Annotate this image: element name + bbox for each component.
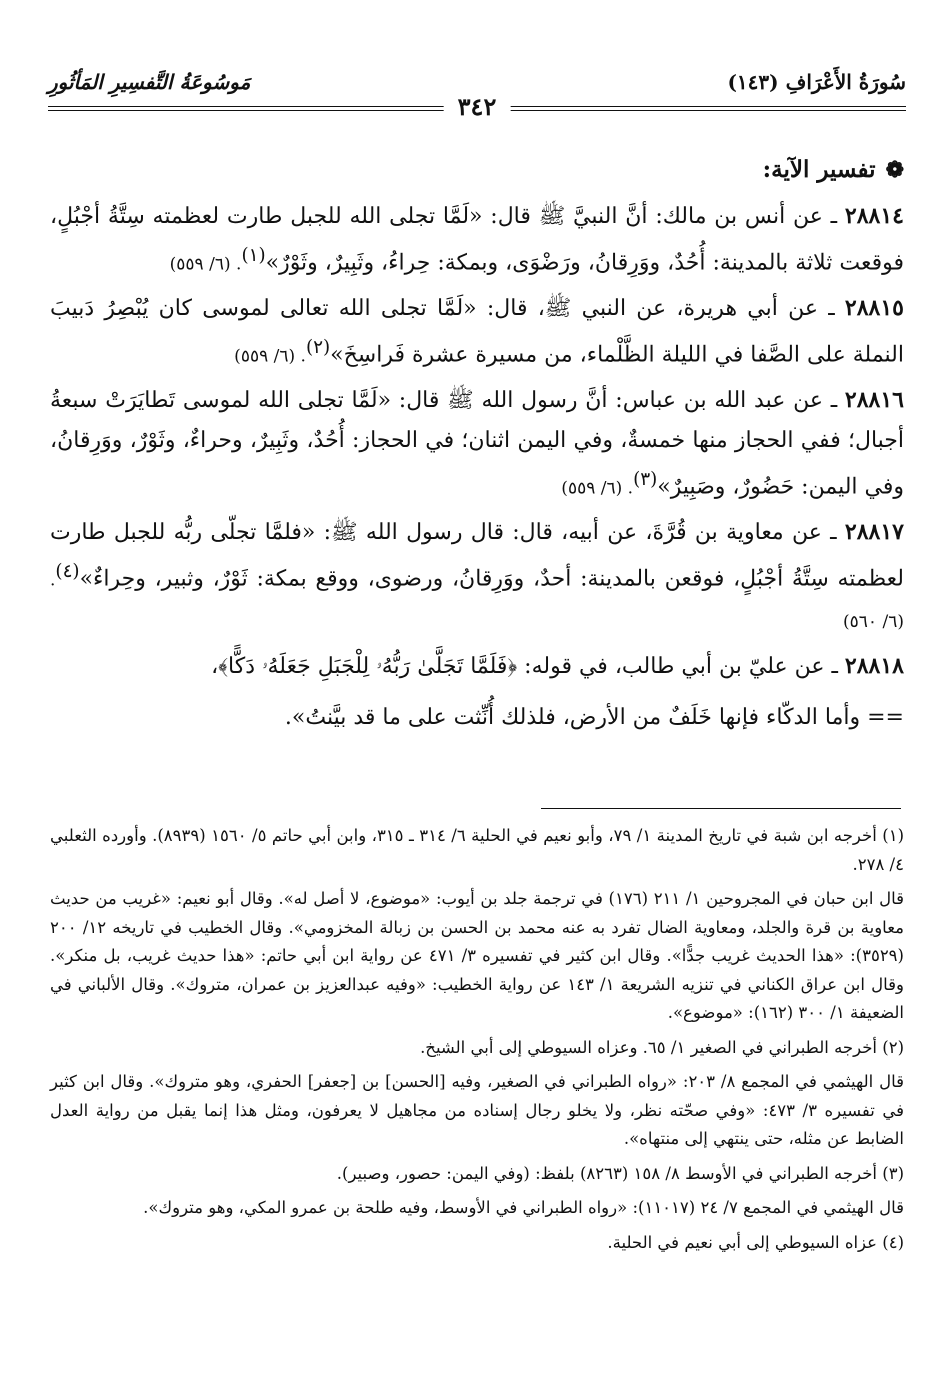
hadith-entry xyxy=(50,513,904,643)
hadith-text: ـ عن أنس بن مالك: أنَّ النبيَّ ﷺ قال: «لَمَّا تجلى الله للجبل طارت لعظمته سِتَّةُ أجْبُلٍ، فوقعت ثلاثة بالمدينة: أُحُدٌ، ووَرِقانُ، ورَضْوَى، وبمكة: حِراءُ، وثَبِيرٌ، وثَوْرٌ» xyxy=(50,203,904,276)
hadith-entry xyxy=(50,647,904,687)
continuation-text: == وأما الدكّاء فإنها خَلَفٌ من الأرض، فلذلك أُنِّثت على ما قد بيَّنتُ». xyxy=(284,705,904,731)
footnote: (٢) أخرجه الطبراني في الصغير ١/ ٦٥. وعزاه السيوطي إلى أبي الشيخ. xyxy=(420,1037,904,1057)
page-header xyxy=(48,62,906,132)
surah-title: سُورَةُ الأَعْرَافِ (١٤٣) xyxy=(727,70,906,94)
footnote-marker: (٤) xyxy=(55,561,80,583)
hadith-text: ـ عن أبي هريرة، عن النبي ﷺ، قال: «لَمَّا تجلى الله تعالى لموسى كان يُبْصِرُ دَبيبَ النملة على الصَّفا في الليلة الظَّلْماء، من مسيرة عشرة فَراسِخَ» xyxy=(50,295,904,368)
footnotes xyxy=(50,822,904,1263)
section-heading xyxy=(50,150,904,191)
footnote-marker: (٢) xyxy=(305,337,331,359)
footnote: (٤) عزاه السيوطي إلى أبي نعيم في الحلية. xyxy=(607,1232,904,1252)
hadith-entry xyxy=(50,289,904,377)
footnote: قال الهيثمي في المجمع ٧/ ٢٤ (١١٠١٧): «رواه الطبراني في الأوسط، وفيه طلحة بن عمرو المكي، وهو متروك». xyxy=(143,1198,904,1217)
flower-ornament-icon: ❁ xyxy=(885,157,904,183)
footnote-marker: (٣) xyxy=(633,469,658,491)
footnote-separator xyxy=(541,808,901,809)
main-text xyxy=(50,150,904,760)
hadith-reference: . (٦/ ٥٥٩) xyxy=(169,254,242,275)
hadith-number: ٢٨٨١٨ xyxy=(844,652,904,679)
hadith-reference: . (٦/ ٥٥٩) xyxy=(234,346,306,367)
hadith-text: ـ عن عبد الله بن عباس: أنَّ رسول الله ﷺ قال: «لَمَّا تجلى الله لموسى تَطايَرَتْ سبعةُ أجبال؛ ففي الحجاز منها خمسةٌ، وفي اليمن اثنان؛ في الحجاز: أُحُدٌ، وثَبِيرٌ، وحراءٌ، وثَوْرٌ، ووَرِقانُ، وفي اليمن: حَضُورٌ، وصَبِيرٌ» xyxy=(50,388,904,500)
hadith-number: ٢٨٨١٥ xyxy=(844,294,904,321)
hadith-text: ـ عن عليّ بن أبي طالب، في قوله: ﴿فَلَمَّا تَجَلَّىٰ رَبُّهُۥ لِلْجَبَلِ جَعَلَهُۥ دَكًّا﴾، xyxy=(211,653,845,679)
page-number: ٣٤٢ xyxy=(444,92,511,121)
hadith-text: ـ عن معاوية بن قُرَّةَ، عن أبيه، قال: قال رسول الله ﷺ: «فلمَّا تجلّى ربُّه للجبل طارت لعظمته سِتَّةُ أجْبُلٍ، فوقعن بالمدينة: أحدٌ، ووَرِقانُ، ورضوى، ووقع بمكة: ثَوْرٌ، وثبير، وحِراءٌ» xyxy=(50,519,904,592)
book-title: مَوسُوعَةُ التَّفسِيرِ المَأثُورِ xyxy=(48,70,251,94)
footnote: (٣) أخرجه الطبراني في الأوسط ٨/ ١٥٨ (٨٢٦٣) بلفظ: (وفي اليمن: حصور، وصبير). xyxy=(336,1163,904,1183)
hadith-reference: . (٦/ ٥٦٠) xyxy=(50,570,904,633)
hadith-number: ٢٨٨١٧ xyxy=(844,518,904,545)
hadith-entry xyxy=(50,381,904,509)
section-title-text: تفسير الآية: xyxy=(762,156,876,183)
hadith-reference: . (٦/ ٥٥٩) xyxy=(561,478,634,499)
hadith-entry xyxy=(50,197,904,285)
footnote: قال ابن حبان في المجروحين ١/ ٢١١ (١٧٦) في ترجمة جلد بن أيوب: «موضوع، لا أصل له». وقال أبو نعيم: «غريب من حديث معاوية بن قرة والجلد، ومعاوية الضال تفرد به عنه محمد بن الحسن بن زبالة المخزومي». وقال الخطيب في تاريخه ١٢/ ٢٠٠ (٣٥٢٩): «هذا الحديث غريب جدًّا». وقال ابن كثير في تفسيره ٣/ ٤٧١ عن رواية ابن أبي حاتم: «هذا حديث غريب، بل منكر». وقال ابن عراق الكناني في تنزيه الشريعة ١/ ١٤٣ عن رواية الخطيب: «وفيه عبدالعزيز بن عمران، متروك». وقال الألباني في الضعيفة ١/ ٣٠٠ (١٦٢): «موضوع». xyxy=(50,889,905,1022)
footnote: قال الهيثمي في المجمع ٨/ ٢٠٣: «رواه الطبراني في الصغير، وفيه [الحسن] بن [جعفر] الحفري، وهو متروك». وقال ابن كثير في تفسيره ٣/ ٤٧٣: «وفي صحّته نظر، ولا يخلو رجال إسناده من مجاهيل لا يعرفون، ومثل هذا إنما يقبل من رواية العدل الضابط عن مثله، حتى ينتهي إلى منتهاه». xyxy=(50,1072,904,1148)
footnote: (١) أخرجه ابن شبة في تاريخ المدينة ١/ ٧٩، وأبو نعيم في الحلية ٦/ ٣١٤ ـ ٣١٥، وابن أبي حاتم ٥/ ١٥٦٠ (٨٩٣٩). وأورده الثعلبي ٤/ ٢٧٨. xyxy=(50,826,904,874)
hadith-number: ٢٨٨١٤ xyxy=(844,202,904,229)
footnote-marker: (١) xyxy=(241,245,266,266)
hadith-number: ٢٨٨١٦ xyxy=(844,387,904,414)
